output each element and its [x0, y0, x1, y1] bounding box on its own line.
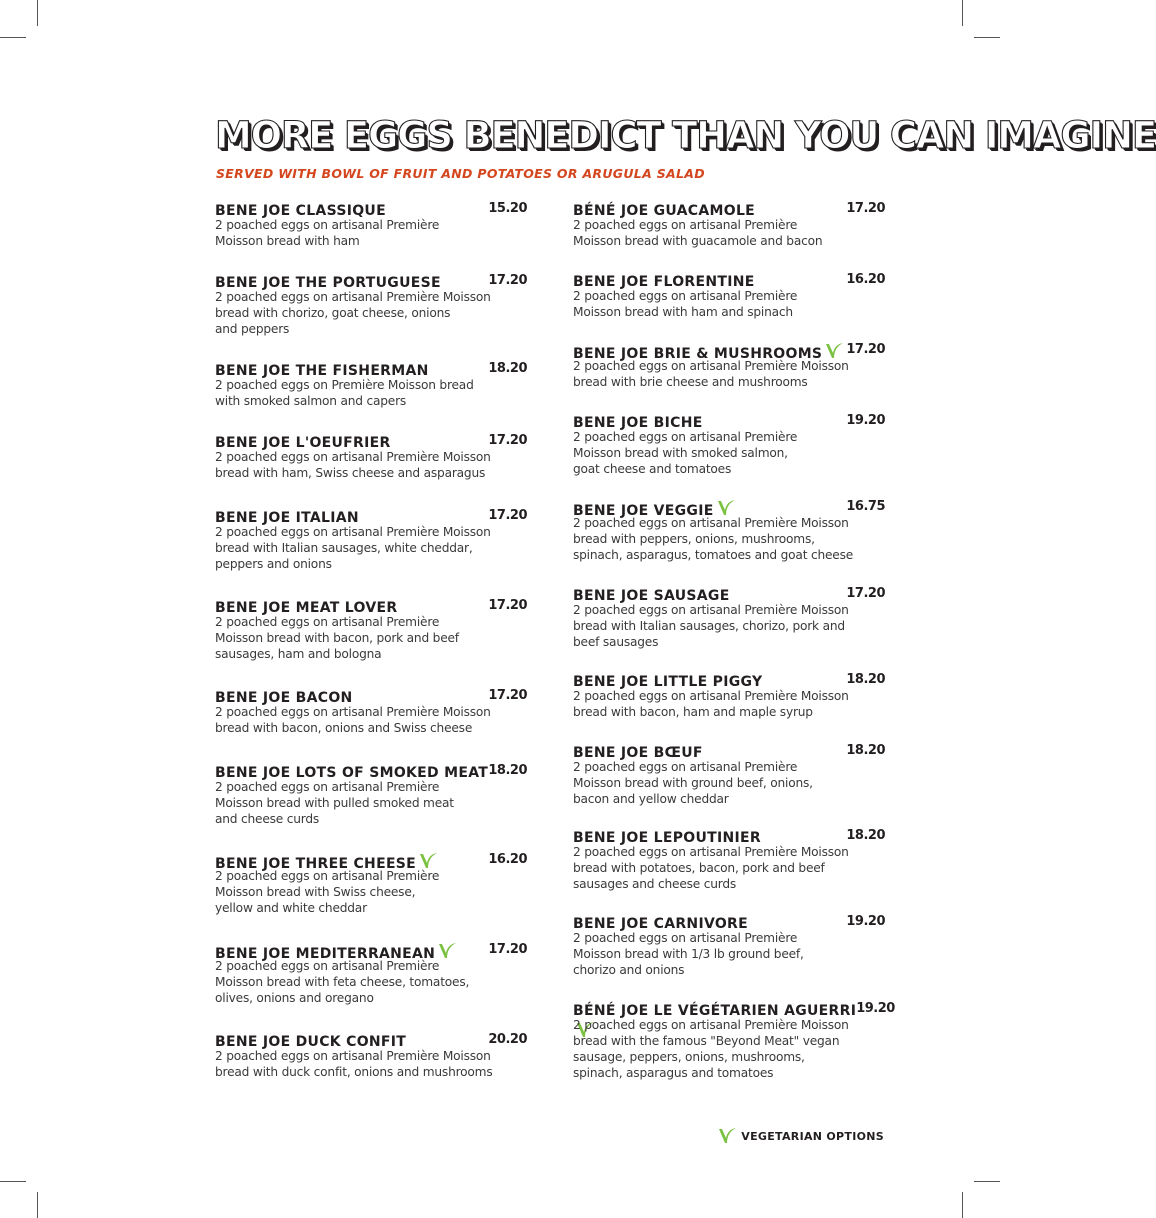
- menu-item-description: [215, 217, 527, 249]
- menu-item-name: BENE JOE BŒUF: [573, 745, 703, 761]
- menu-item: [215, 507, 527, 572]
- menu-item-price: 17.20: [488, 273, 527, 288]
- description-line: bread with potatoes, bacon, pork and beef: [573, 861, 825, 875]
- description-line: 2 poached eggs on Première Moisson bread: [215, 378, 474, 392]
- description-line: with smoked salmon and capers: [215, 394, 407, 408]
- menu-item-price: 19.20: [856, 1001, 895, 1016]
- description-line: 2 poached eggs on artisanal Première: [573, 430, 798, 444]
- menu-item-price: 17.20: [488, 942, 527, 957]
- description-line: 2 poached eggs on artisanal Première Moisson: [573, 516, 849, 530]
- description-line: sausage, peppers, onions, mushrooms,: [573, 1050, 805, 1064]
- description-line: 2 poached eggs on artisanal Première Moisson: [215, 290, 491, 304]
- menu-item-name: BENE JOE THE FISHERMAN: [215, 363, 429, 379]
- menu-item-description: [573, 217, 885, 249]
- description-line: Moisson bread with feta cheese, tomatoes,: [215, 975, 470, 989]
- menu-item: [215, 360, 527, 409]
- menu-item-name: BENE JOE L'OEUFRIER: [215, 435, 391, 451]
- description-line: 2 poached eggs on artisanal Première: [573, 218, 798, 232]
- menu-item-price: 16.75: [846, 499, 885, 514]
- description-line: 2 poached eggs on artisanal Première Moisson: [215, 450, 491, 464]
- menu-item-name: BENE JOE CARNIVORE: [573, 916, 748, 932]
- menu-item-price: 19.20: [846, 914, 885, 929]
- menu-item-description: [573, 602, 885, 650]
- menu-item-name: BÉNÉ JOE GUACAMOLE: [573, 203, 756, 219]
- description-line: 2 poached eggs on artisanal Première Moisson: [573, 689, 849, 703]
- menu-item-price: 17.20: [846, 342, 885, 357]
- menu-item-price: 15.20: [488, 201, 527, 216]
- description-line: sausages and cheese curds: [573, 877, 737, 891]
- menu-item-description: [215, 704, 527, 736]
- menu-item-name: BENE JOE VEGGIE: [573, 503, 714, 519]
- description-line: 2 poached eggs on artisanal Première: [215, 869, 440, 883]
- description-line: spinach, asparagus and tomatoes: [573, 1066, 774, 1080]
- menu-item-name: BENE JOE DUCK CONFIT: [215, 1034, 407, 1050]
- menu-item: [215, 200, 527, 249]
- description-line: bread with bacon, onions and Swiss cheese: [215, 721, 473, 735]
- description-line: bread with ham, Swiss cheese and asparagus: [215, 466, 486, 480]
- menu-item-description: [573, 759, 885, 807]
- description-line: 2 poached eggs on artisanal Première Moisson: [215, 705, 491, 719]
- description-line: goat cheese and tomatoes: [573, 462, 732, 476]
- description-line: 2 poached eggs on artisanal Première Moisson: [573, 1018, 849, 1032]
- description-line: 2 poached eggs on artisanal Première Moisson: [215, 1049, 491, 1063]
- menu-item-name: BENE JOE LOTS OF SMOKED MEAT: [215, 765, 489, 781]
- menu-item-description: [573, 688, 885, 720]
- menu-item-description: [215, 868, 527, 916]
- crop-mark: [0, 1181, 26, 1182]
- menu-item-name: BENE JOE ITALIAN: [215, 510, 359, 526]
- menu-item-price: 16.20: [846, 272, 885, 287]
- menu-item: [215, 1031, 527, 1080]
- crop-mark: [0, 37, 26, 38]
- menu-item-price: 16.20: [488, 852, 527, 867]
- menu-item: [215, 597, 527, 662]
- menu-item-price: 18.20: [488, 763, 527, 778]
- menu-item-description: [573, 358, 885, 390]
- menu-item: [573, 271, 885, 320]
- description-line: Moisson bread with ham: [215, 234, 360, 248]
- description-line: beef sausages: [573, 635, 659, 649]
- menu-item-name: BENE JOE BICHE: [573, 415, 703, 431]
- menu-item: [573, 742, 885, 807]
- description-line: Moisson bread with pulled smoked meat: [215, 796, 454, 810]
- leaf-icon: [437, 941, 457, 961]
- menu-item: [573, 671, 885, 720]
- description-line: and peppers: [215, 322, 290, 336]
- menu-item-price: 17.20: [488, 688, 527, 703]
- crop-mark: [962, 1192, 963, 1218]
- menu-item-name: BENE JOE BRIE & MUSHROOMS: [573, 346, 823, 362]
- menu-item: [573, 585, 885, 650]
- description-line: 2 poached eggs on artisanal Première: [573, 760, 798, 774]
- description-line: bread with peppers, onions, mushrooms,: [573, 532, 815, 546]
- description-line: 2 poached eggs on artisanal Première: [215, 218, 440, 232]
- description-line: spinach, asparagus, tomatoes and goat cheese: [573, 548, 854, 562]
- description-line: sausages, ham and bologna: [215, 647, 382, 661]
- menu-item-description: [573, 930, 885, 978]
- page-subtitle: SERVED WITH BOWL OF FRUIT AND POTATOES OR ARUGULA SALAD: [216, 166, 705, 181]
- description-line: 2 poached eggs on artisanal Première Moisson: [573, 603, 849, 617]
- menu-item-price: 18.20: [488, 361, 527, 376]
- menu-item: [215, 687, 527, 736]
- menu-item-description: [573, 515, 885, 563]
- crop-mark: [974, 37, 1000, 38]
- menu-item: [215, 272, 527, 337]
- crop-mark: [37, 1192, 38, 1218]
- menu-item-description: [215, 614, 527, 662]
- menu-item-name: BENE JOE THREE CHEESE: [215, 856, 417, 872]
- page-title: MORE EGGS BENEDICT THAN YOU CAN IMAGINE: [215, 114, 1156, 157]
- menu-item-name: BENE JOE MEAT LOVER: [215, 600, 398, 616]
- description-line: Moisson bread with Swiss cheese,: [215, 885, 416, 899]
- menu-item-price: 17.20: [846, 201, 885, 216]
- menu-item-description: [215, 1048, 527, 1080]
- menu-item-name: BENE JOE SAUSAGE: [573, 588, 730, 604]
- menu-item: [215, 762, 527, 827]
- description-line: Moisson bread with ground beef, onions,: [573, 776, 813, 790]
- menu-item-price: 19.20: [846, 413, 885, 428]
- menu-item: [215, 941, 527, 1006]
- description-line: Moisson bread with smoked salmon,: [573, 446, 788, 460]
- crop-mark: [962, 0, 963, 26]
- menu-item-name: BENE JOE THE PORTUGUESE: [215, 275, 441, 291]
- menu-item: [573, 1000, 895, 1081]
- menu-item-name: BENE JOE CLASSIQUE: [215, 203, 386, 219]
- menu-item-name: BENE JOE LEPOUTINIER: [573, 830, 761, 846]
- menu-item: [215, 851, 527, 916]
- description-line: chorizo and onions: [573, 963, 685, 977]
- description-line: olives, onions and oregano: [215, 991, 374, 1005]
- menu-item-price: 20.20: [488, 1032, 527, 1047]
- description-line: bread with duck confit, onions and mushrooms: [215, 1065, 493, 1079]
- menu-item-name: BENE JOE BACON: [215, 690, 353, 706]
- description-line: peppers and onions: [215, 557, 332, 571]
- menu-item: [573, 827, 885, 892]
- menu-item-description: [573, 429, 885, 477]
- menu-item-price: 17.20: [488, 598, 527, 613]
- menu-item-name: BENE JOE LITTLE PIGGY: [573, 674, 763, 690]
- menu-item-description: [215, 958, 527, 1006]
- description-line: yellow and white cheddar: [215, 901, 367, 915]
- menu-item-description: [215, 377, 527, 409]
- menu-item-description: [215, 289, 527, 337]
- description-line: 2 poached eggs on artisanal Première Moisson: [573, 359, 849, 373]
- description-line: Moisson bread with 1/3 lb ground beef,: [573, 947, 804, 961]
- description-line: and cheese curds: [215, 812, 320, 826]
- menu-item-description: [215, 779, 527, 827]
- description-line: 2 poached eggs on artisanal Première Moisson: [215, 525, 491, 539]
- menu-item: [573, 913, 885, 978]
- menu-item-description: [573, 844, 885, 892]
- menu-item: [573, 341, 885, 390]
- menu-item: [573, 412, 885, 477]
- description-line: bread with the famous "Beyond Meat" vegan: [573, 1034, 840, 1048]
- description-line: bread with Italian sausages, chorizo, pork and: [573, 619, 845, 633]
- menu-item-description: [215, 524, 527, 572]
- description-line: 2 poached eggs on artisanal Première Moisson: [573, 845, 849, 859]
- menu-item-price: 17.20: [488, 508, 527, 523]
- description-line: bacon and yellow cheddar: [573, 792, 729, 806]
- menu-item: [573, 200, 885, 249]
- legend-label: VEGETARIAN OPTIONS: [741, 1129, 884, 1143]
- description-line: 2 poached eggs on artisanal Première: [573, 931, 798, 945]
- menu-item-price: 17.20: [488, 433, 527, 448]
- crop-mark: [37, 0, 38, 26]
- menu-item-name: BENE JOE FLORENTINE: [573, 274, 755, 290]
- description-line: bread with bacon, ham and maple syrup: [573, 705, 813, 719]
- menu-item-price: 18.20: [846, 828, 885, 843]
- description-line: bread with brie cheese and mushrooms: [573, 375, 808, 389]
- description-line: 2 poached eggs on artisanal Première: [215, 780, 440, 794]
- description-line: Moisson bread with ham and spinach: [573, 305, 793, 319]
- description-line: bread with Italian sausages, white cheddar,: [215, 541, 473, 555]
- leaf-icon: [717, 1126, 737, 1146]
- menu-item-description: [215, 449, 527, 481]
- menu-item-price: 18.20: [846, 672, 885, 687]
- menu-item-description: [573, 288, 885, 320]
- crop-mark: [974, 1181, 1000, 1182]
- description-line: 2 poached eggs on artisanal Première: [215, 615, 440, 629]
- menu-item: [215, 432, 527, 481]
- menu-item-price: 17.20: [846, 586, 885, 601]
- menu-item-name: BENE JOE MEDITERRANEAN: [215, 946, 436, 962]
- description-line: 2 poached eggs on artisanal Première: [573, 289, 798, 303]
- menu-item: [573, 498, 885, 563]
- description-line: bread with chorizo, goat cheese, onions: [215, 306, 451, 320]
- description-line: Moisson bread with guacamole and bacon: [573, 234, 823, 248]
- menu-item-price: 18.20: [846, 743, 885, 758]
- menu-item-name: BÉNÉ JOE LE VÉGÉTARIEN AGUERRI: [573, 1003, 857, 1019]
- description-line: 2 poached eggs on artisanal Première: [215, 959, 440, 973]
- menu-item-description: [573, 1017, 885, 1081]
- vegetarian-legend: [715, 1126, 884, 1146]
- description-line: Moisson bread with bacon, pork and beef: [215, 631, 459, 645]
